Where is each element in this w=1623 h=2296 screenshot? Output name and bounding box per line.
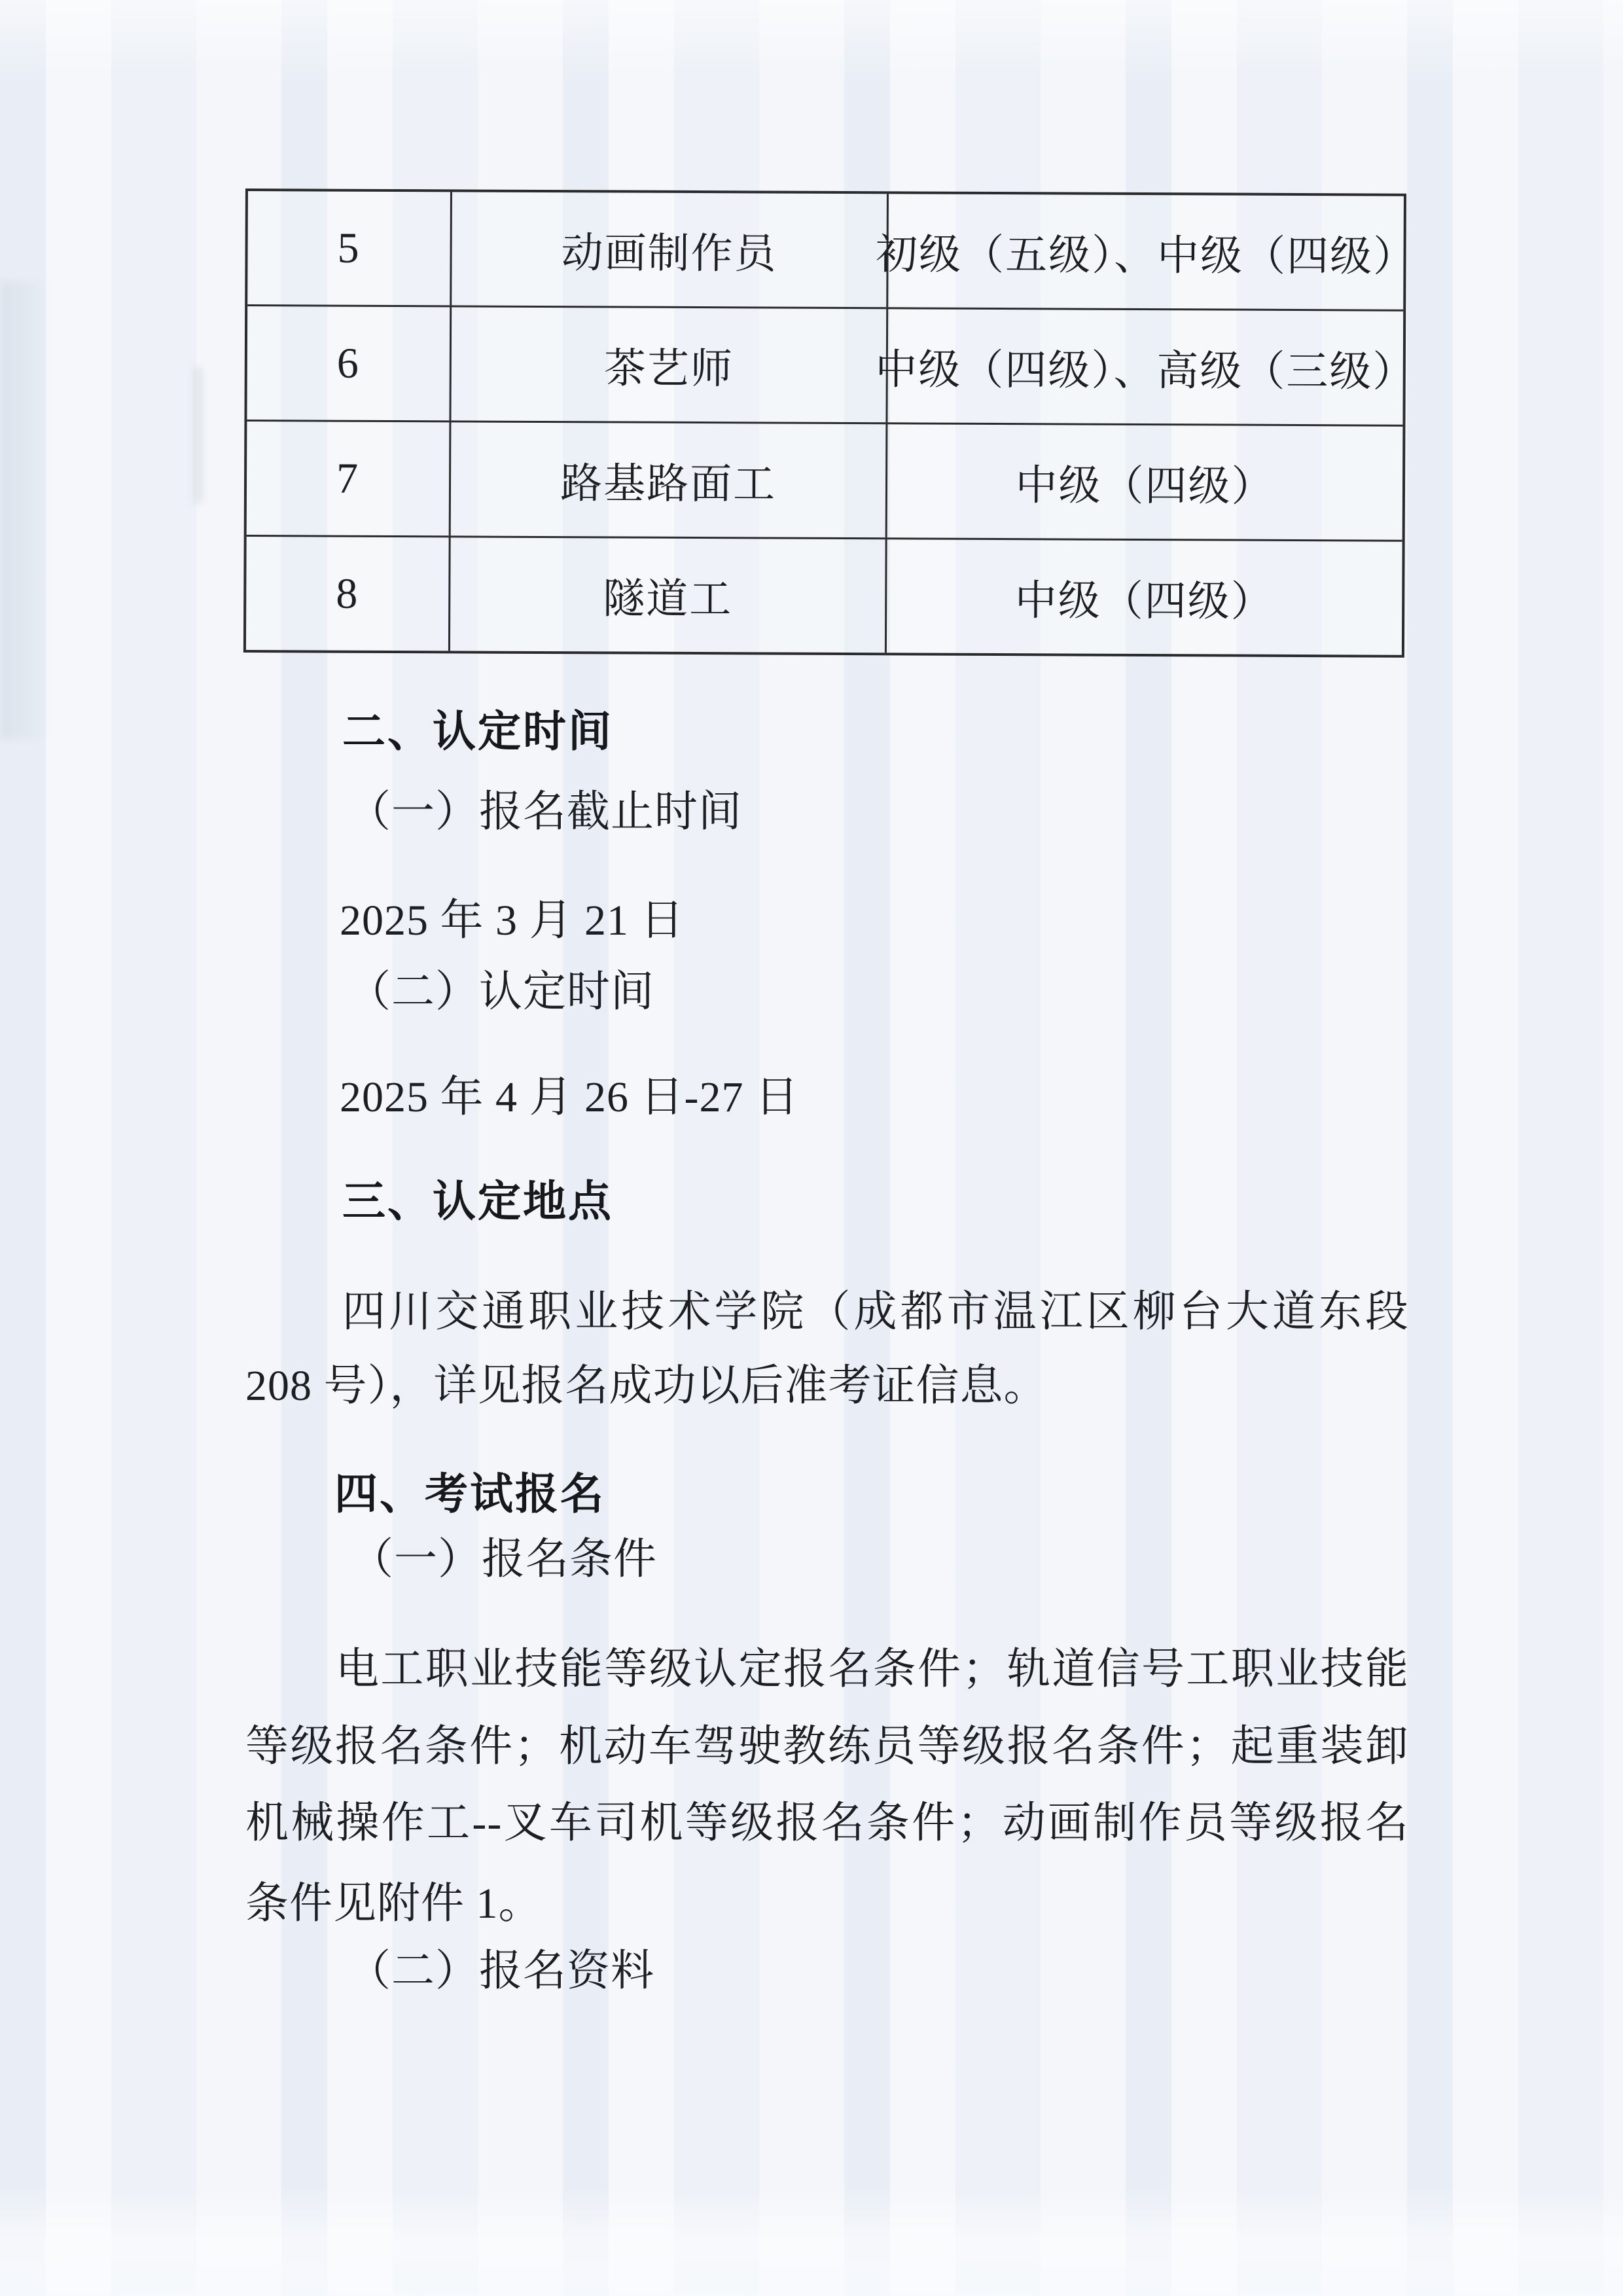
section4-subheading-1: （一）报名条件 <box>350 1535 657 1583</box>
table-cell-number: 8 <box>246 535 449 651</box>
table-cell-number: 7 <box>247 420 450 535</box>
table-cell-number: 6 <box>247 304 450 420</box>
table-row <box>247 304 1416 425</box>
section3-heading: 三、认定地点 <box>342 1177 613 1225</box>
section4-subheading-2: （二）报名资料 <box>348 1947 654 1995</box>
table-cell-levels: 中级（四级）、高级（三级） <box>885 307 1403 424</box>
section4-heading: 四、考试报名 <box>334 1469 605 1518</box>
section2-heading: 二、认定时间 <box>342 707 613 755</box>
location-paragraph-line1: 四川交通职业技术学院（成都市温江区柳台大道东段 <box>342 1288 1409 1336</box>
section2-subheading-1: （一）报名截止时间 <box>348 788 742 836</box>
scan-streak-artifact <box>0 281 59 740</box>
table-cell-number: 5 <box>337 224 361 272</box>
conditions-paragraph-line1: 电工职业技能等级认定报名条件；轨道信号工职业技能 <box>336 1645 1409 1693</box>
occupation-level-table <box>243 188 1417 658</box>
table-cell-levels: 中级（四级） <box>885 422 1403 539</box>
conditions-paragraph-line4: 条件见附件 1。 <box>245 1880 543 1928</box>
table-cell-occupation: 隧道工 <box>448 535 885 653</box>
table-cell-occupation: 茶艺师 <box>449 305 886 422</box>
conditions-paragraph-line3: 机械操作工--叉车司机等级报名条件；动画制作员等级报名 <box>245 1799 1409 1847</box>
scan-speck-artifact <box>194 367 203 504</box>
table-row <box>247 191 1417 310</box>
section2-subheading-2: （二）认定时间 <box>348 968 654 1016</box>
table-row <box>247 420 1403 540</box>
table-row <box>246 535 1402 655</box>
conditions-paragraph-line2: 等级报名条件；机动车驾驶教练员等级报名条件；起重装卸 <box>245 1723 1409 1770</box>
table-cell-levels: 中级（四级） <box>885 537 1402 655</box>
registration-deadline-date: 2025 年 3 月 21 日 <box>340 897 685 944</box>
table-cell-occupation: 动画制作员 <box>450 192 887 307</box>
table-cell-occupation: 路基路面工 <box>449 420 886 537</box>
location-paragraph-line2: 208 号），详见报名成功以后准考证信息。 <box>245 1362 1048 1410</box>
assessment-date: 2025 年 4 月 26 日-27 日 <box>340 1073 799 1121</box>
table-cell-levels: 初级（五级）、中级（四级） <box>886 194 1404 309</box>
